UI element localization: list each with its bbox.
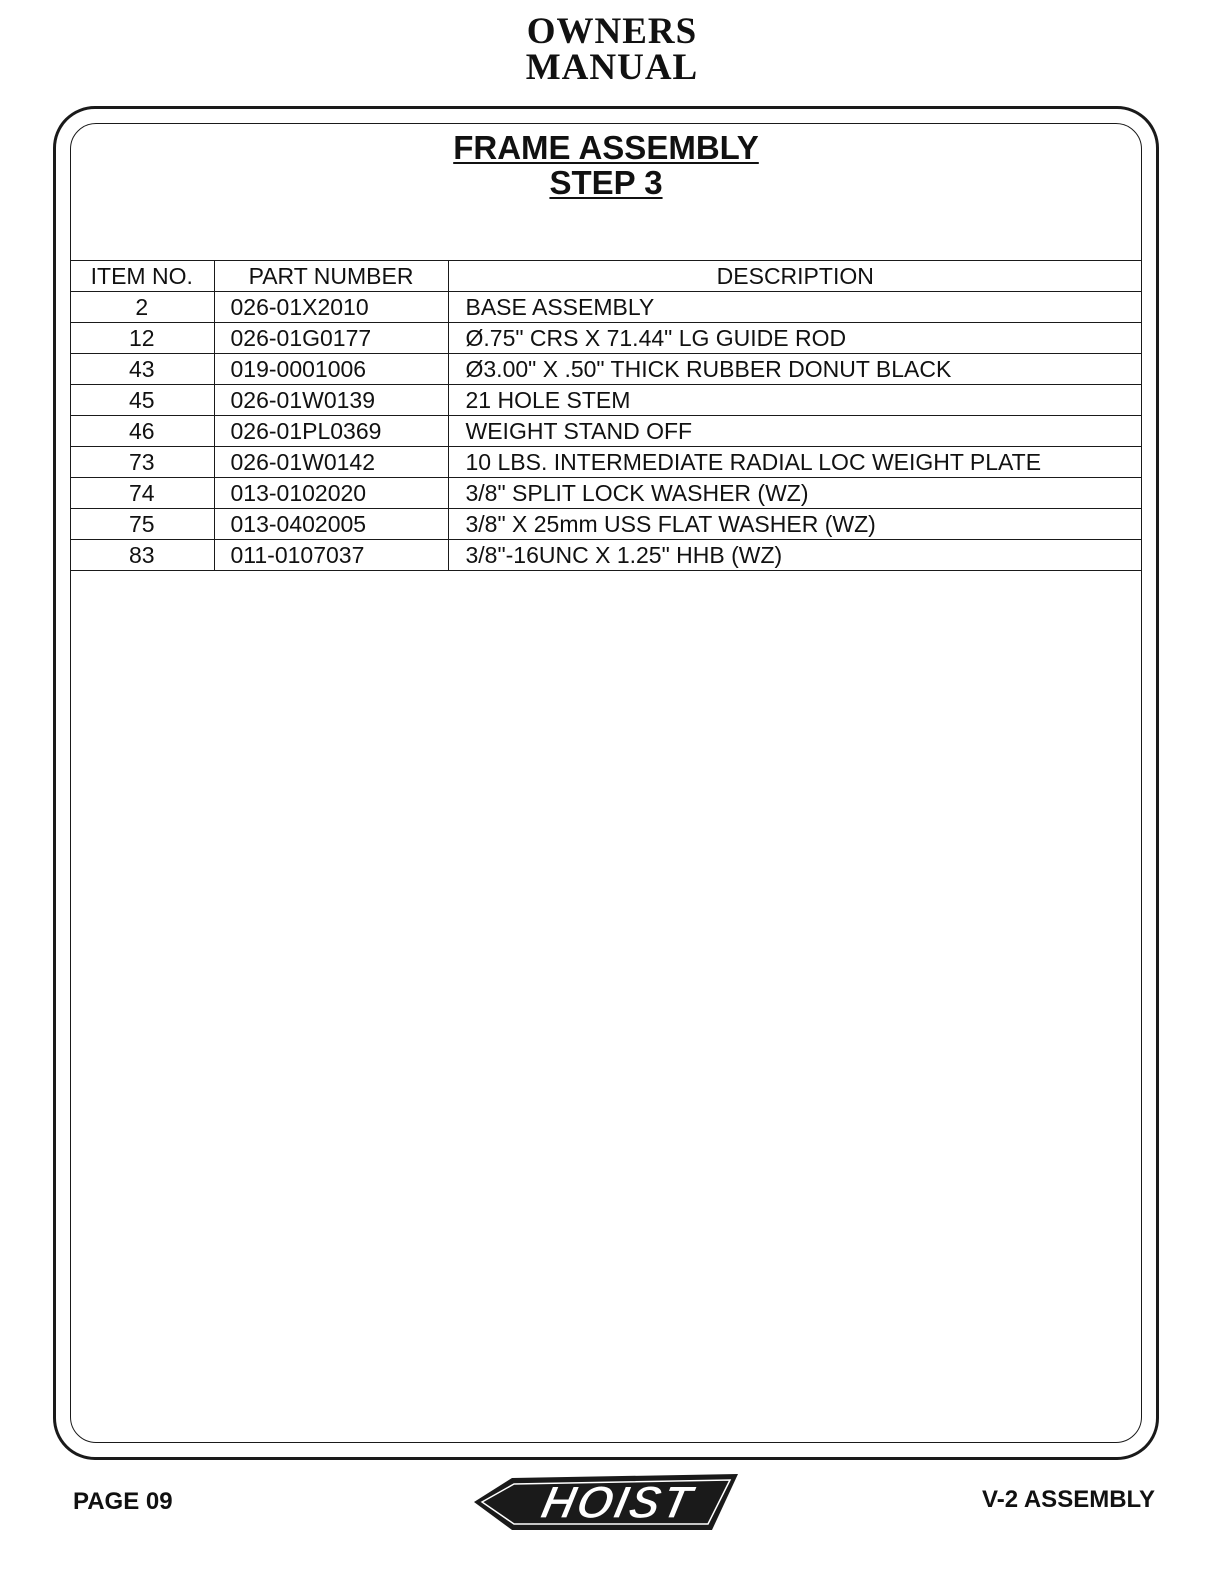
section-subtitle: STEP 3 — [549, 164, 663, 201]
item-number: 2 — [70, 292, 214, 323]
table-row — [70, 354, 1142, 385]
item-number: 12 — [70, 323, 214, 354]
hoist-logo-icon — [468, 1462, 748, 1542]
table-header-row — [70, 261, 1142, 292]
manual-title-line2: MANUAL — [525, 47, 699, 88]
svg-text:HOIST: HOIST — [536, 1476, 699, 1528]
section-title: FRAME ASSEMBLY — [453, 129, 759, 166]
item-number: 73 — [70, 447, 214, 478]
table-row — [70, 540, 1142, 571]
part-description: 10 LBS. INTERMEDIATE RADIAL LOC WEIGHT PLATE — [448, 447, 1142, 478]
model-label: V-2 ASSEMBLY — [982, 1486, 1155, 1513]
part-description: 21 HOLE STEM — [448, 385, 1142, 416]
manual-title — [0, 11, 1224, 88]
manual-title-line1: OWNERS — [526, 11, 698, 52]
part-number: 026-01W0139 — [214, 385, 448, 416]
part-description: WEIGHT STAND OFF — [448, 416, 1142, 447]
part-description: 3/8" SPLIT LOCK WASHER (WZ) — [448, 478, 1142, 509]
item-number: 43 — [70, 354, 214, 385]
part-description: 3/8"-16UNC X 1.25" HHB (WZ) — [448, 540, 1142, 571]
section-heading — [70, 130, 1142, 200]
parts-table — [70, 260, 1142, 571]
table-row — [70, 416, 1142, 447]
page-number: PAGE 09 — [73, 1488, 173, 1515]
part-number: 026-01W0142 — [214, 447, 448, 478]
item-number: 74 — [70, 478, 214, 509]
part-description: Ø.75" CRS X 71.44" LG GUIDE ROD — [448, 323, 1142, 354]
item-number: 45 — [70, 385, 214, 416]
item-number: 46 — [70, 416, 214, 447]
table-row — [70, 478, 1142, 509]
part-number: 026-01PL0369 — [214, 416, 448, 447]
header-part-number: PART NUMBER — [214, 261, 448, 292]
table-row — [70, 292, 1142, 323]
item-number: 83 — [70, 540, 214, 571]
part-description: 3/8" X 25mm USS FLAT WASHER (WZ) — [448, 509, 1142, 540]
part-number: 013-0102020 — [214, 478, 448, 509]
part-number: 026-01X2010 — [214, 292, 448, 323]
part-number: 011-0107037 — [214, 540, 448, 571]
part-description: BASE ASSEMBLY — [448, 292, 1142, 323]
part-number: 026-01G0177 — [214, 323, 448, 354]
part-description: Ø3.00" X .50" THICK RUBBER DONUT BLACK — [448, 354, 1142, 385]
item-number: 75 — [70, 509, 214, 540]
part-number: 019-0001006 — [214, 354, 448, 385]
header-description: DESCRIPTION — [448, 261, 1142, 292]
table-row — [70, 385, 1142, 416]
table-row — [70, 447, 1142, 478]
header-item-no: ITEM NO. — [70, 261, 214, 292]
table-row — [70, 323, 1142, 354]
table-row — [70, 509, 1142, 540]
part-number: 013-0402005 — [214, 509, 448, 540]
